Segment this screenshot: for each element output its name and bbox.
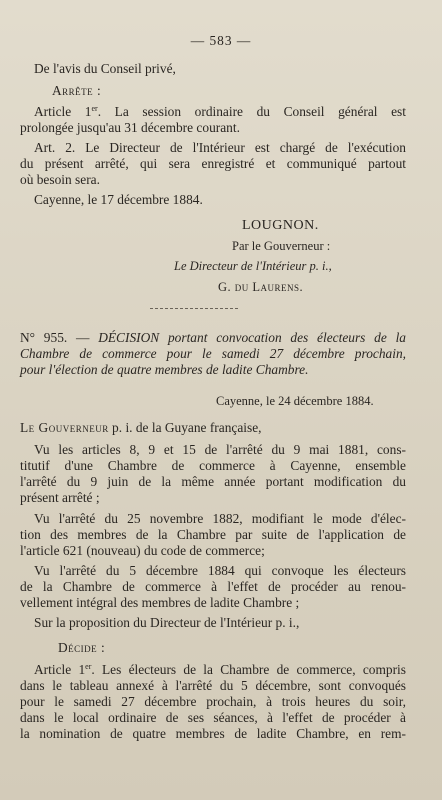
signer-name: LOUGNON. bbox=[242, 218, 319, 233]
date-line-2: Cayenne, le 24 décembre 1884. bbox=[216, 394, 374, 408]
decision-title-line-2: Chambre de commerce pour le samedi 27 décembre prochain, bbox=[20, 346, 406, 361]
director-title: Le Directeur de l'Intérieur p. i., bbox=[174, 259, 332, 273]
proposition-line: Sur la proposition du Directeur de l'Intérieur p. i., bbox=[34, 615, 300, 630]
vu-1-line-1: Vu les articles 8, 9 et 15 de l'arrêté du 9 mai 1881, cons- bbox=[34, 442, 406, 457]
article-1-line: Article 1er. La session ordinaire du Conseil général est bbox=[34, 104, 406, 119]
director-name: G. du Laurens. bbox=[218, 280, 304, 294]
vu-3-line-2: de la Chambre de commerce à l'effet de procéder au renou- bbox=[20, 579, 406, 594]
article-2-line-3: où besoin sera. bbox=[20, 172, 100, 187]
vu-2-line-2: tion des membres de la Chambre par suite de l'application de bbox=[20, 527, 406, 542]
section-separator bbox=[150, 308, 238, 309]
article-2-line-2: du présent arrêté, qui sera enregistré et communiqué partout bbox=[20, 156, 406, 171]
vu-3-line-3: vellement intégral des membres de ladite Chambre ; bbox=[20, 595, 300, 610]
vu-2-line-1: Vu l'arrêté du 25 novembre 1882, modifiant le mode d'élec- bbox=[34, 511, 406, 526]
vu-3-line-1: Vu l'arrêté du 5 décembre 1884 qui convoque les électeurs bbox=[34, 563, 406, 578]
vu-2-line-3: l'article 621 (nouveau) du code de commerce; bbox=[20, 543, 265, 558]
article-2-line-1: Art. 2. Le Directeur de l'Intérieur est chargé de l'exécution bbox=[34, 140, 406, 155]
date-line-1: Cayenne, le 17 décembre 1884. bbox=[34, 192, 203, 207]
decide-article-1-line-3: pour le samedi 27 décembre prochain, à trois heures du soir, bbox=[20, 694, 406, 709]
vu-1-line-3: l'arrêté du 9 juin de la même année portant modification du bbox=[20, 474, 406, 489]
decide-heading: Décide : bbox=[58, 640, 106, 655]
article-1-continuation: prolongée jusqu'au 31 décembre courant. bbox=[20, 120, 240, 135]
page-number: — 583 — bbox=[190, 33, 252, 48]
decide-article-1-line-1: Article 1er. Les électeurs de la Chambre de commerce, compris bbox=[34, 662, 406, 677]
vu-1-line-2: titutif d'une Chambre de commerce à Cayenne, ensemble bbox=[20, 458, 406, 473]
gouverneur-line: Le Gouverneur p. i. de la Guyane française, bbox=[20, 420, 262, 435]
par-le-gouverneur: Par le Gouverneur : bbox=[232, 239, 331, 253]
vu-1-line-4: présent arrêté ; bbox=[20, 490, 100, 505]
decide-article-1-line-2: dans le tableau annexé à l'arrêté du 5 décembre, sont convoqués bbox=[20, 678, 406, 693]
decision-title-line-3: pour l'élection de quatre membres de ladite Chambre. bbox=[20, 362, 309, 377]
intro-line: De l'avis du Conseil privé, bbox=[34, 61, 176, 76]
decision-title-line-1: N° 955. — DÉCISION portant convocation des électeurs de la bbox=[20, 330, 406, 345]
decide-article-1-line-4: dans le local ordinaire de ses séances, à l'effet de procéder à bbox=[20, 710, 406, 725]
decide-article-1-line-5: la nomination de quatre membres de ladite Chambre, en rem- bbox=[20, 726, 406, 741]
arrete-heading: Arrête : bbox=[52, 83, 102, 98]
